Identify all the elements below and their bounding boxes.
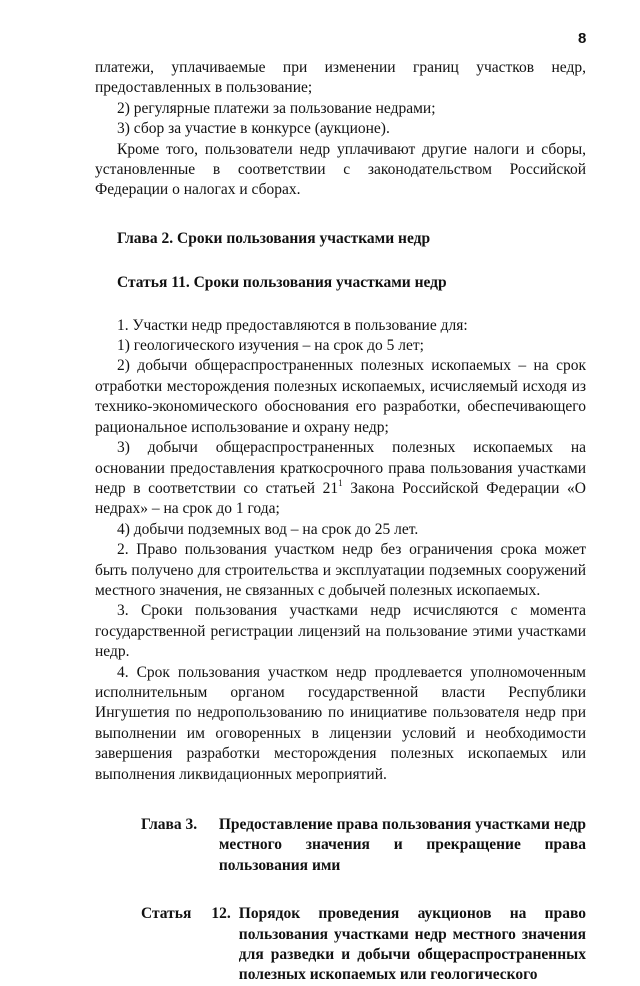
chapter-3-heading xyxy=(141,815,586,876)
chapter-3-title: Предоставление права пользования участками недр местного значения и прекращение права пользования ими xyxy=(218,816,586,874)
paragraph: 3. Сроки пользования участками недр исчисляются с момента государственной регистрации лицензий на пользование этими участками недр. xyxy=(95,602,586,661)
paragraph: 2. Право пользования участком недр без ограничения срока может быть получено для строительства и эксплуатации подземных сооружений местного значения, не связанных с добычей полезных ископаемых. xyxy=(95,541,586,599)
paragraph: Кроме того, пользователи недр уплачивают другие налоги и сборы, установленные в соответствии с законодательством Российской Федерации о налогах и сборах. xyxy=(95,140,586,199)
paragraph: 3) сбор за участие в конкурсе (аукционе). xyxy=(117,120,390,138)
chapter-2-heading: Глава 2. Сроки пользования участками недр xyxy=(117,229,431,247)
article-12-title: Порядок проведения аукционов на право пользования участками недр местного значения для разведки и добычи общераспространенных полезных ископаемых или геологического xyxy=(238,905,586,984)
paragraph: платежи, уплачиваемые при изменении границ участков недр, предоставленных в пользование; xyxy=(95,59,586,97)
article-12-prefix xyxy=(141,904,239,986)
paragraph xyxy=(95,438,586,520)
paragraph: 2) регулярные платежи за пользование недрами; xyxy=(117,99,436,117)
superscript: 1 xyxy=(338,477,343,488)
chapter-3-prefix: Глава 3. xyxy=(141,816,198,833)
paragraph-text: Закона Российской Федерации «О недрах» – на срок до 1 года; xyxy=(95,479,586,518)
document-body xyxy=(95,58,586,986)
paragraph: 2) добычи общераспространенных полезных ископаемых – на срок отработки месторождения полезных ископаемых, исчисляемый исходя из технико-экономического обоснования его разработки, обеспечивающего рациональное использование и охрану недр; xyxy=(95,357,586,436)
article-11-heading: Статья 11. Сроки пользования участками недр xyxy=(117,274,447,292)
paragraph-text: 3) добычи общераспространенных полезных ископаемых на основании предоставления краткосрочного права пользования участками недр в соответствии со статьей 21 xyxy=(95,439,586,497)
paragraph: 1. Участки недр предоставляются в пользование для: xyxy=(117,316,468,334)
article-12-number: 12. xyxy=(211,905,231,923)
article-12-word: Статья xyxy=(141,905,192,923)
paragraph: 1) геологического изучения – на срок до 5 лет; xyxy=(117,337,424,355)
paragraph: 4. Срок пользования участком недр продлевается уполномоченным исполнительным органом государственной власти Республики Ингушетия по недропользованию по инициативе пользователя недр при выполнении им оговоренных в лицензии условий и необходимости завершения разработки месторождения полезных ископаемых или выполнения ликвидационных мероприятий. xyxy=(95,663,586,783)
page-number: 8 xyxy=(578,30,587,47)
article-12-heading xyxy=(141,904,586,986)
paragraph: 4) добычи подземных вод – на срок до 25 лет. xyxy=(117,520,419,538)
